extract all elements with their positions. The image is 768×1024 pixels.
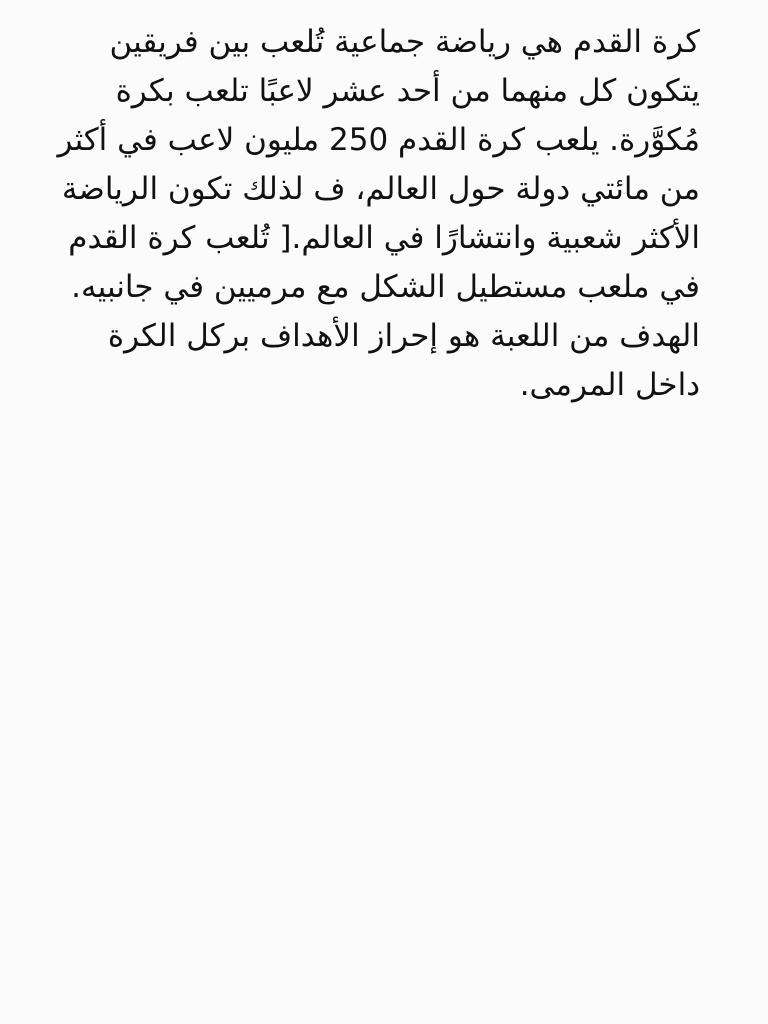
text-line-7: الهدف من اللعبة هو إحراز الأهداف بركل الكرة <box>107 318 700 354</box>
article-paragraph <box>28 18 700 410</box>
text-line-3: مُكوَّرة. يلعب كرة القدم 250 مليون لاعب في أكثر <box>57 122 700 158</box>
text-line-1: كرة القدم هي رياضة جماعية تُلعب بين فريقين <box>109 24 700 60</box>
text-line-6: في ملعب مستطيل الشكل مع مرميين في جانبيه. <box>71 269 700 305</box>
text-line-8: داخل المرمى. <box>519 367 700 403</box>
text-line-5: الأكثر شعبية وانتشارًا في العالم.[ تُلعب كرة القدم <box>68 220 700 256</box>
text-line-2: يتكون كل منهما من أحد عشر لاعبًا تلعب بكرة <box>115 73 700 109</box>
text-line-4: من مائتي دولة حول العالم، ف لذلك تكون الرياضة <box>61 171 700 207</box>
